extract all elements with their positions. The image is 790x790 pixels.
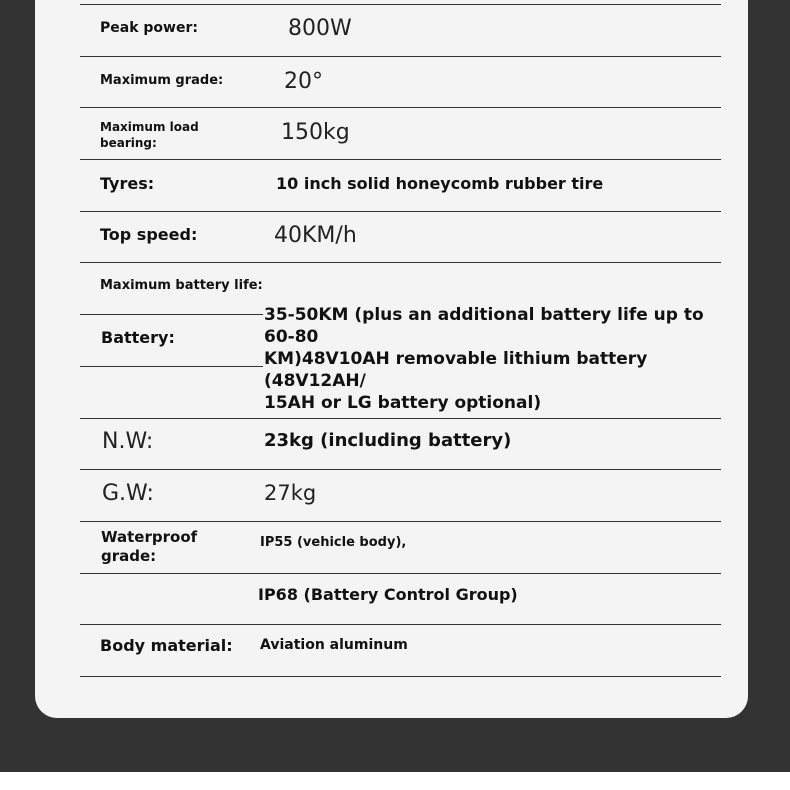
tyres-value: 10 inch solid honeycomb rubber tire [276,174,604,193]
body-material-label: Body material: [100,636,233,655]
row-divider [80,159,721,160]
row-divider [80,211,721,212]
battery-value-line3: 15AH or LG battery optional) [264,393,542,413]
top-speed-value: 40KM/h [274,223,357,248]
max-load-value: 150kg [281,120,350,145]
row-divider [80,418,721,419]
waterproof-label-line2: grade: [101,547,157,565]
battery-value-line1: 35-50KM (plus an additional battery life up to 60-80 [264,305,704,347]
battery-label: Battery: [101,328,175,347]
battery-value [264,304,729,414]
row-divider [80,624,721,625]
nw-label: N.W: [102,429,154,454]
row-divider [80,676,721,677]
row-divider [80,366,263,367]
peak-power-label: Peak power: [100,20,198,36]
max-load-label-line2: bearing: [100,136,157,150]
top-speed-label: Top speed: [100,225,198,244]
max-grade-label: Maximum grade: [100,73,224,88]
nw-value: 23kg (including battery) [264,430,512,451]
row-divider [80,107,721,108]
peak-power-value: 800W [288,16,352,41]
gw-value: 27kg [264,481,317,505]
row-divider [80,262,721,263]
waterproof-label [101,528,197,566]
row-divider [80,573,721,574]
max-grade-value: 20° [284,69,323,94]
battery-value-line2: KM)48V10AH removable lithium battery (48V12AH/ [264,349,648,391]
tyres-label: Tyres: [100,174,155,193]
max-load-label-line1: Maximum load [100,120,199,134]
waterproof-label-line1: Waterproof [101,528,198,546]
row-divider [80,469,721,470]
waterproof-value-body: IP55 (vehicle body), [260,535,407,550]
battery-life-label: Maximum battery life: [100,278,263,293]
gw-label: G.W: [102,481,154,506]
row-divider [80,521,721,522]
max-load-label [100,119,199,151]
row-divider [80,56,721,57]
waterproof-value-battery: IP68 (Battery Control Group) [258,585,518,604]
body-material-value: Aviation aluminum [260,637,408,653]
row-divider [80,4,721,5]
row-divider [80,314,263,315]
